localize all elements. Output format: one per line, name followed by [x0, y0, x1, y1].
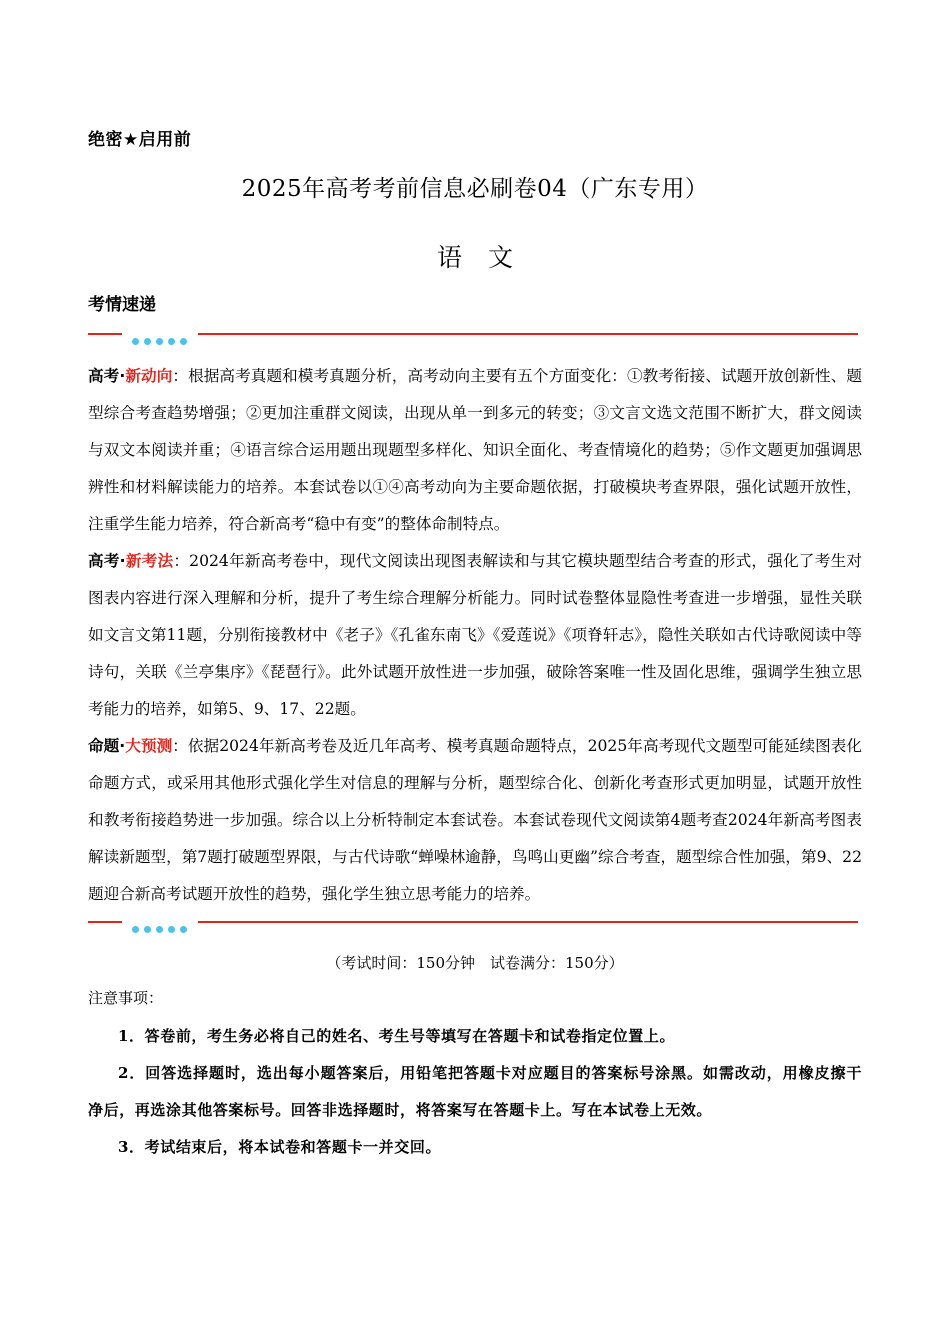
dot-icon — [168, 926, 175, 933]
exam-time-line: （考试时间：150分钟 试卷满分：150分） — [326, 954, 624, 972]
divider-top — [88, 328, 858, 340]
divider-line-left — [88, 921, 122, 923]
info-paragraph-new-trend — [88, 358, 862, 543]
info-text: 2024年新高考卷中，现代文阅读出现图表解读和与其它模块题型结合考查的形式，强化了考生对图表内容进行深入理解和分析，提升了考生综合理解分析能力。同时试卷整体显隐性考查进一步增强，显性关联如文言文第11题，分别衔接教材中《老子》《孔雀东南飞》《爱莲说》《项脊轩志》，隐性关联如古代诗歌阅读中等诗句，关联《兰亭集序》《琵琶行》。此外试题开放性进一步加强，破除答案唯一性及固化思维，强调学生独立思考能力的培养，如第5、9、17、22题。 — [88, 552, 862, 718]
exam-info-section — [88, 358, 862, 913]
divider-bottom — [88, 916, 858, 928]
notice-heading: 注意事项： — [88, 989, 164, 1007]
subject-title: 语文 — [436, 243, 539, 272]
divider-dots — [132, 918, 192, 937]
dot-icon — [144, 338, 151, 345]
notice-item: 1．答卷前，考生务必将自己的姓名、考生号等填写在答题卡和试卷指定位置上。 — [118, 1027, 676, 1045]
dot-icon — [156, 338, 163, 345]
info-highlight: 新动向 — [125, 367, 173, 385]
info-highlight: 新考法 — [125, 552, 174, 570]
info-label: 高考· — [88, 552, 126, 570]
info-label: 高考· — [88, 367, 126, 385]
notice-item: 3．考试结束后，将本试卷和答题卡一并交回。 — [118, 1138, 442, 1156]
dot-icon — [156, 926, 163, 933]
notice-list — [88, 1018, 862, 1166]
divider-line-right — [198, 921, 858, 923]
section-heading: 考情速递 — [88, 295, 156, 315]
info-highlight: 大预测 — [125, 737, 173, 755]
page-title: 2025年高考考前信息必刷卷04（广东专用） — [241, 176, 709, 202]
divider-line-left — [88, 333, 122, 335]
info-label: 命题· — [88, 737, 126, 755]
confidential-mark: 绝密★启用前 — [88, 130, 192, 150]
dot-icon — [168, 338, 175, 345]
dot-icon — [180, 926, 187, 933]
info-colon: ： — [173, 552, 190, 570]
notice-item: 2．回答选择题时，选出每小题答案后，用铅笔把答题卡对应题目的答案标号涂黑。如需改动，用橡皮擦干净后，再选涂其他答案标号。回答非选择题时，将答案写在答题卡上。写在本试卷上无效。 — [88, 1064, 862, 1119]
dot-icon — [132, 926, 139, 933]
divider-dots — [132, 330, 192, 349]
dot-icon — [144, 926, 151, 933]
info-colon: ： — [172, 737, 188, 755]
divider-line-right — [198, 333, 858, 335]
info-paragraph-prediction — [88, 728, 862, 913]
dot-icon — [180, 338, 187, 345]
dot-icon — [132, 338, 139, 345]
info-colon: ： — [172, 367, 189, 385]
info-text: 根据高考真题和模考真题分析，高考动向主要有五个方面变化：①教考衔接、试题开放创新性、题型综合考查趋势增强；②更加注重群文阅读，出现从单一到多元的转变；③文言文选文范围不断扩大，群文阅读与双文本阅读并重；④语言综合运用题出现题型多样化、知识全面化、考查情境化的趋势；⑤作文题更加强调思辨性和材料解读能力的培养。本套试卷以①④高考动向为主要命题依据，打破模块考查界限，强化试题开放性，注重学生能力培养，符合新高考“稳中有变”的整体命制特点。 — [88, 367, 862, 533]
info-text: 依据2024年新高考卷及近几年高考、模考真题命题特点，2025年高考现代文题型可能延续图表化命题方式，或采用其他形式强化学生对信息的理解与分析，题型综合化、创新化考查形式更加明显，试题开放性和教考衔接趋势进一步加强。综合以上分析特制定本套试卷。本套试卷现代文阅读第4题考查2024年新高考图表解读新题型，第7题打破题型界限，与古代诗歌“蝉噪林逾静，鸟鸣山更幽”综合考查，题型综合性加强，第9、22题迎合新高考试题开放性的趋势，强化学生独立思考能力的培养。 — [88, 737, 862, 903]
info-paragraph-new-method — [88, 543, 862, 728]
